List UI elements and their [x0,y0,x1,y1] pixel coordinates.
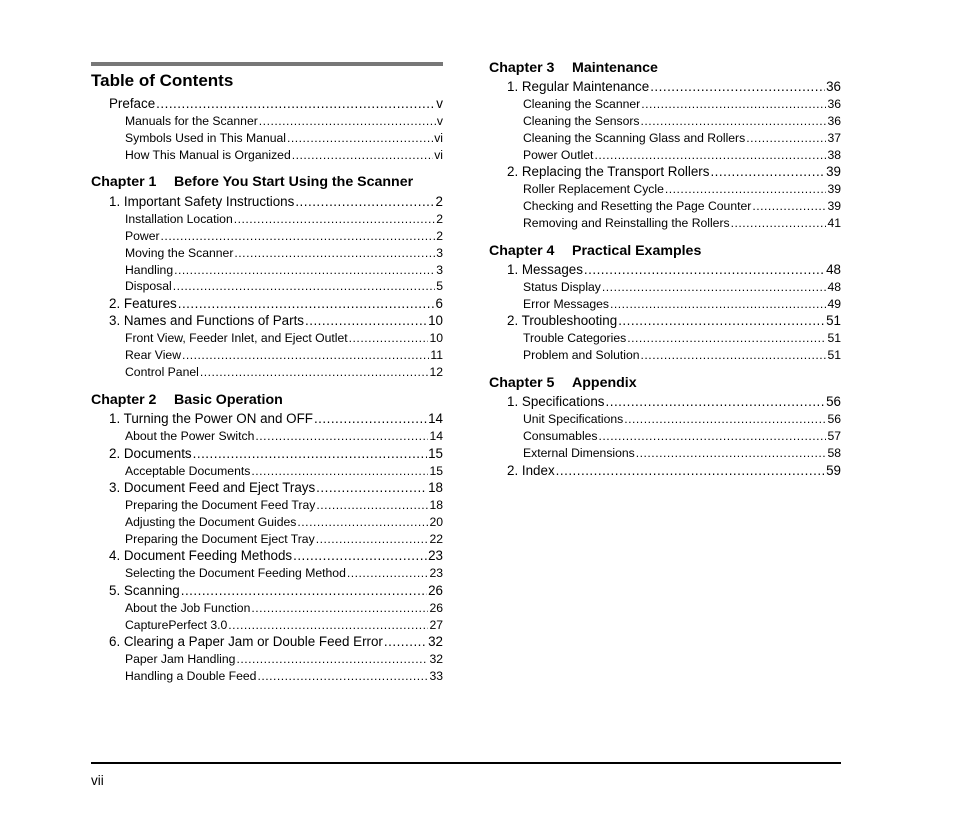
entry-text: How This Manual is Organized [125,148,291,162]
toc-entry[interactable] [523,412,841,426]
page-ref: 41 [827,216,841,230]
toc-entry[interactable] [507,463,841,478]
toc-entry[interactable] [109,313,443,328]
entry-text: 2. Features [109,296,177,311]
dot-leader [556,463,825,478]
dot-leader [584,262,825,277]
toc-entry[interactable] [523,199,841,213]
toc-entry[interactable] [125,331,443,345]
chapter-heading-5[interactable] [489,375,637,391]
entry-text: 1. Regular Maintenance [507,79,650,94]
entry-text: Disposal [125,279,172,293]
toc-entry[interactable] [523,280,841,294]
entry-text: Paper Jam Handling [125,652,236,666]
dot-leader [752,199,826,213]
page-ref: 2 [435,194,443,209]
dot-leader [174,263,435,277]
page-ref: 57 [827,429,841,443]
dot-leader [606,394,826,409]
dot-leader [173,279,435,293]
toc-entry[interactable] [507,262,841,277]
entry-text: Preparing the Document Eject Tray [125,532,315,546]
entry-text: Appendix [572,375,637,391]
entry-text: Front View, Feeder Inlet, and Eject Outlet [125,331,348,345]
toc-entry[interactable] [125,669,443,683]
page-ref: 5 [436,279,443,293]
entry-text: Unit Specifications [523,412,624,426]
entry-text: Status Display [523,280,601,294]
page-ref: 18 [429,498,443,512]
dot-leader [234,246,435,260]
dot-leader [746,131,826,145]
page-ref: 48 [826,262,841,277]
page-ref: 58 [827,446,841,460]
toc-entry[interactable] [125,464,443,478]
page-ref: 3 [436,246,443,260]
dot-leader [156,96,435,111]
dot-leader [316,480,427,495]
toc-entry[interactable] [125,148,443,162]
toc-entry[interactable] [109,634,443,649]
dot-leader [234,212,435,226]
entry-text: Practical Examples [572,243,702,259]
entry-text: About the Power Switch [125,429,255,443]
entry-text: Problem and Solution [523,348,640,362]
page-ref: 37 [827,131,841,145]
toc-entry[interactable] [125,131,443,145]
page-ref: 33 [429,669,443,683]
dot-leader [650,79,825,94]
entry-text: Power Outlet [523,148,594,162]
entry-text: Cleaning the Scanner [523,97,641,111]
dot-leader [665,182,827,196]
toc-entry[interactable] [125,532,443,546]
entry-text: Control Panel [125,365,199,379]
page-ref: 36 [826,79,841,94]
entry-text: Consumables [523,429,598,443]
toc-entry[interactable] [125,279,443,293]
dot-leader [178,296,435,311]
chapter-number: Chapter 4 [489,243,555,259]
dot-leader [347,566,429,580]
page-ref: 36 [827,97,841,111]
entry-text: 1. Messages [507,262,583,277]
page-ref: 22 [429,532,443,546]
entry-text: Installation Location [125,212,233,226]
entry-text: External Dimensions [523,446,635,460]
dot-leader [297,515,428,529]
dot-leader [641,97,826,111]
page-ref: 51 [827,331,841,345]
toc-entry[interactable] [109,411,443,426]
entry-text: Power [125,229,160,243]
toc-entry[interactable] [125,618,443,632]
toc-entry[interactable] [523,131,841,145]
entry-text: Cleaning the Sensors [523,114,640,128]
dot-leader [259,114,436,128]
page-ref: 18 [428,480,443,495]
dot-leader [182,348,429,362]
toc-entry[interactable] [507,394,841,409]
page-ref: 3 [436,263,443,277]
toc-entry-preface[interactable] [109,96,443,111]
toc-entry[interactable] [109,583,443,598]
page-ref: 32 [428,634,443,649]
toc-entry[interactable] [125,429,443,443]
page-ref: vi [434,131,443,145]
dot-leader [161,229,436,243]
page-ref: 23 [429,566,443,580]
page-ref: v [436,96,443,111]
entry-text: 3. Names and Functions of Parts [109,313,305,328]
entry-text: 2. Documents [109,446,192,461]
chapter-heading-3[interactable] [489,60,658,76]
dot-leader [384,634,427,649]
page-ref: 39 [826,164,841,179]
entry-text: Before You Start Using the Scanner [174,174,414,190]
dot-leader [731,216,827,230]
dot-leader [599,429,827,443]
entry-text: Checking and Resetting the Page Counter [523,199,752,213]
dot-leader [295,194,434,209]
page-ref: 39 [827,182,841,196]
toc-entry[interactable] [523,348,841,362]
chapter-number: Chapter 3 [489,60,555,76]
footer-rule [91,762,841,764]
entry-text: Roller Replacement Cycle [523,182,664,196]
page-number: vii [91,773,104,788]
page-ref: 15 [429,464,443,478]
page-ref: 26 [428,583,443,598]
page-ref: 15 [428,446,443,461]
dot-leader [193,446,427,461]
dot-leader [251,601,428,615]
entry-text: Error Messages [523,297,610,311]
dot-leader [293,548,427,563]
dot-leader [316,532,429,546]
toc-entry[interactable] [109,446,443,461]
entry-text: 3. Document Feed and Eject Trays [109,480,316,495]
toc-entry[interactable] [507,164,841,179]
entry-text: 2. Index [507,463,555,478]
dot-leader [349,331,429,345]
toc-entry[interactable] [523,97,841,111]
page-ref: 48 [827,280,841,294]
page-ref: 27 [429,618,443,632]
page-ref: 14 [429,429,443,443]
entry-text: About the Job Function [125,601,251,615]
toc-entry[interactable] [523,148,841,162]
entry-text: Manuals for the Scanner [125,114,258,128]
dot-leader [292,148,433,162]
page-ref: 38 [827,148,841,162]
toc-entry[interactable] [125,652,443,666]
entry-text: Trouble Categories [523,331,627,345]
entry-text: 2. Troubleshooting [507,313,618,328]
toc-entry[interactable] [125,114,443,128]
page-ref: 11 [430,348,443,362]
page-ref: 12 [429,365,443,379]
toc-entry[interactable] [125,246,443,260]
toc-entry[interactable] [109,296,443,311]
page-ref: 10 [428,313,443,328]
entry-text: 1. Turning the Power ON and OFF [109,411,313,426]
toc-entry[interactable] [507,313,841,328]
page-ref: 36 [827,114,841,128]
toc-entry[interactable] [523,182,841,196]
entry-text: Handling a Double Feed [125,669,257,683]
dot-leader [257,669,428,683]
chapter-heading-1[interactable] [91,174,413,190]
dot-leader [228,618,428,632]
chapter-number: Chapter 2 [91,392,157,408]
page-ref: 26 [429,601,443,615]
dot-leader [624,412,826,426]
entry-text: Cleaning the Scanning Glass and Rollers [523,131,746,145]
toc-entry[interactable] [523,446,841,460]
dot-leader [610,297,826,311]
toc-entry[interactable] [125,229,443,243]
page-ref: v [436,114,443,128]
chapter-heading-2[interactable] [91,392,283,408]
entry-text: CapturePerfect 3.0 [125,618,228,632]
toc-entry[interactable] [523,429,841,443]
toc-entry[interactable] [109,548,443,563]
toc-entry[interactable] [125,365,443,379]
chapter-number: Chapter 1 [91,174,157,190]
page-title: Table of Contents [91,71,234,90]
dot-leader [627,331,826,345]
page-ref: vi [434,148,443,162]
entry-text: Basic Operation [174,392,283,408]
page-ref: 51 [827,348,841,362]
toc-entry[interactable] [125,212,443,226]
entry-text: 2. Replacing the Transport Rollers [507,164,710,179]
entry-text: Preparing the Document Feed Tray [125,498,316,512]
chapter-number: Chapter 5 [489,375,555,391]
chapter-heading-4[interactable] [489,243,701,259]
dot-leader [641,348,827,362]
toc-entry[interactable] [109,194,443,209]
entry-text: Removing and Reinstalling the Rollers [523,216,730,230]
toc-entry[interactable] [523,114,841,128]
entry-text: 4. Document Feeding Methods [109,548,293,563]
dot-leader [314,411,427,426]
page-ref: 14 [428,411,443,426]
toc-entry[interactable] [125,498,443,512]
entry-text: Handling [125,263,174,277]
dot-leader [305,313,427,328]
toc-entry[interactable] [125,515,443,529]
dot-leader [251,464,428,478]
entry-text: Symbols Used in This Manual [125,131,286,145]
page-ref: 32 [429,652,443,666]
dot-leader [287,131,433,145]
dot-leader [255,429,428,443]
entry-text: Rear View [125,348,181,362]
entry-text: Adjusting the Document Guides [125,515,297,529]
page-ref: 49 [827,297,841,311]
entry-text: Moving the Scanner [125,246,234,260]
dot-leader [200,365,429,379]
page-ref: 20 [429,515,443,529]
toc-entry[interactable] [125,566,443,580]
entry-text: Selecting the Document Feeding Method [125,566,346,580]
page-ref: 6 [435,296,443,311]
dot-leader [636,446,827,460]
dot-leader [641,114,827,128]
page-ref: 56 [827,412,841,426]
dot-leader [602,280,827,294]
dot-leader [236,652,428,666]
entry-text: 1. Important Safety Instructions [109,194,295,209]
toc-entry[interactable] [523,216,841,230]
toc-entry[interactable] [523,331,841,345]
title-rule [91,62,443,66]
page-ref: 39 [827,199,841,213]
toc-entry[interactable] [109,480,443,495]
page-ref: 23 [428,548,443,563]
toc-entry[interactable] [507,79,841,94]
entry-text: 5. Scanning [109,583,180,598]
page-ref: 2 [436,212,443,226]
page-ref: 2 [436,229,443,243]
entry-text: 1. Specifications [507,394,605,409]
toc-entry[interactable] [125,263,443,277]
toc-entry[interactable] [125,348,443,362]
page-ref: 59 [826,463,841,478]
toc-entry[interactable] [125,601,443,615]
page-ref: 10 [429,331,443,345]
entry-text: Maintenance [572,60,658,76]
page-ref: 56 [826,394,841,409]
page-ref: 51 [826,313,841,328]
toc-entry[interactable] [523,297,841,311]
dot-leader [316,498,428,512]
entry-text: Preface [109,96,156,111]
dot-leader [181,583,427,598]
entry-text: 6. Clearing a Paper Jam or Double Feed Error [109,634,383,649]
dot-leader [594,148,826,162]
dot-leader [618,313,825,328]
entry-text: Acceptable Documents [125,464,251,478]
dot-leader [710,164,825,179]
